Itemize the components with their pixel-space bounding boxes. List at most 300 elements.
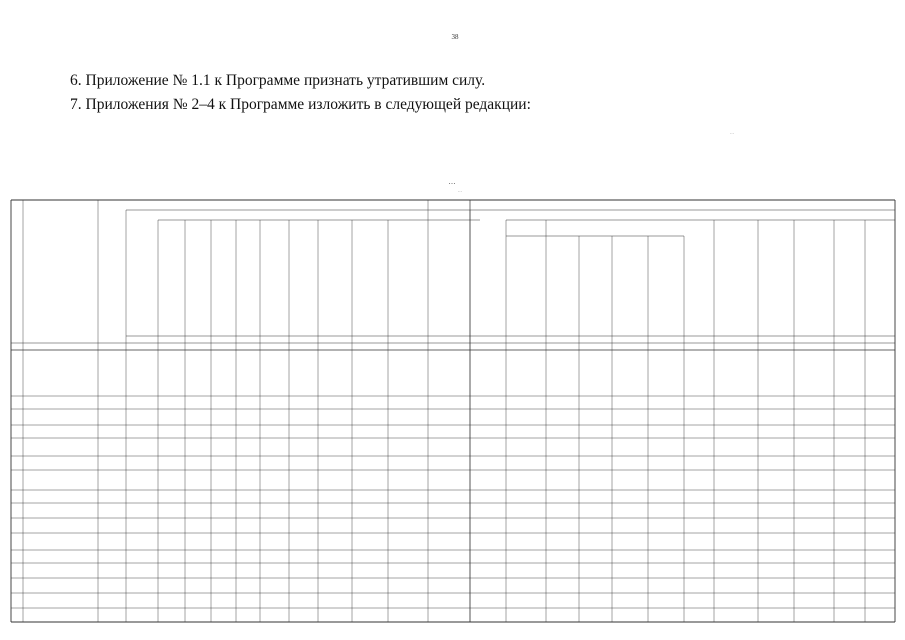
table-cell xyxy=(580,429,611,435)
table-cell xyxy=(99,429,125,435)
table-cell xyxy=(319,508,351,514)
column-header xyxy=(866,238,894,333)
table-cell xyxy=(613,568,647,574)
table-cell xyxy=(127,460,157,466)
table-cell xyxy=(685,444,713,450)
table-cell xyxy=(186,523,210,529)
table-cell xyxy=(261,429,288,435)
unit-label xyxy=(318,337,352,343)
column-number xyxy=(185,344,211,350)
table-cell xyxy=(290,460,317,466)
table-cell xyxy=(237,494,259,500)
table-cell xyxy=(649,460,683,466)
table-cell xyxy=(547,414,578,420)
column-number xyxy=(23,344,98,350)
table-cell xyxy=(212,583,235,589)
table-cell xyxy=(649,568,683,574)
table-cell xyxy=(685,598,713,604)
table-cell xyxy=(471,370,505,376)
row-name xyxy=(25,352,97,395)
table-cell xyxy=(835,444,864,450)
table-cell xyxy=(290,429,317,435)
table-cell xyxy=(127,444,157,450)
table-cell xyxy=(759,568,793,574)
table-cell xyxy=(471,429,505,435)
unit-label xyxy=(185,337,211,343)
table-cell xyxy=(795,539,833,545)
table-cell xyxy=(159,598,184,604)
table-cell xyxy=(212,444,235,450)
table-cell xyxy=(186,477,210,483)
table-cell xyxy=(835,429,864,435)
table-cell xyxy=(212,554,235,560)
amendment-line-6: 6. Приложение № 1.1 к Программе признать утратившим силу. xyxy=(70,72,486,89)
column-number xyxy=(714,344,758,350)
table-cell xyxy=(547,554,578,560)
table-cell xyxy=(507,554,545,560)
table-cell xyxy=(795,460,833,466)
column-header xyxy=(237,238,259,333)
table-cell xyxy=(507,508,545,514)
table-cell xyxy=(649,508,683,514)
unit-label xyxy=(758,337,794,343)
header-row2-right xyxy=(506,211,758,219)
table-cell xyxy=(759,370,793,376)
column-header xyxy=(580,238,611,333)
table-cell xyxy=(159,460,184,466)
table-cell xyxy=(507,539,545,545)
table-cell xyxy=(715,429,757,435)
table-cell xyxy=(99,583,125,589)
column-header xyxy=(212,238,235,333)
table-cell xyxy=(261,554,288,560)
column-header xyxy=(685,238,713,333)
column-header xyxy=(186,238,210,333)
column-number xyxy=(546,344,579,350)
table-cell xyxy=(507,444,545,450)
table-cell xyxy=(261,598,288,604)
table-cell xyxy=(613,460,647,466)
table-cell xyxy=(319,429,351,435)
table-cell xyxy=(353,477,387,483)
table-cell xyxy=(759,494,793,500)
table-cell xyxy=(613,429,647,435)
table-cell xyxy=(389,539,427,545)
table-cell xyxy=(429,429,469,435)
table-cell xyxy=(835,523,864,529)
column-header xyxy=(159,238,184,333)
unit-label xyxy=(289,337,318,343)
table-cell xyxy=(261,539,288,545)
table-cell xyxy=(127,477,157,483)
table-cell xyxy=(866,370,894,376)
table-cell xyxy=(580,400,611,406)
table-cell xyxy=(580,444,611,450)
table-cell xyxy=(389,554,427,560)
column-header xyxy=(290,238,317,333)
table-cell xyxy=(353,370,387,376)
table-cell xyxy=(290,494,317,500)
table-cell xyxy=(715,400,757,406)
row-name xyxy=(25,595,97,607)
table-cell xyxy=(580,568,611,574)
table-cell xyxy=(613,539,647,545)
table-cell xyxy=(319,414,351,420)
table-cell xyxy=(507,414,545,420)
table-cell xyxy=(127,598,157,604)
table-cell xyxy=(290,598,317,604)
table-cell xyxy=(261,508,288,514)
table-cell xyxy=(261,523,288,529)
table-cell xyxy=(212,523,235,529)
table-cell xyxy=(547,508,578,514)
unit-label xyxy=(352,337,388,343)
table-cell xyxy=(99,554,125,560)
table-cell xyxy=(759,400,793,406)
table-cell xyxy=(759,460,793,466)
unit-label xyxy=(23,337,98,343)
table-cell xyxy=(507,583,545,589)
table-cell xyxy=(759,583,793,589)
table-cell xyxy=(759,554,793,560)
table-cell xyxy=(580,523,611,529)
table-cell xyxy=(127,494,157,500)
table-cell xyxy=(866,568,894,574)
table-cell xyxy=(507,429,545,435)
table-cell xyxy=(547,598,578,604)
table-cell xyxy=(127,554,157,560)
column-header xyxy=(835,238,864,333)
table-cell xyxy=(866,554,894,560)
table-cell xyxy=(471,539,505,545)
table-cell xyxy=(835,539,864,545)
table-cell xyxy=(685,508,713,514)
table-cell xyxy=(353,494,387,500)
table-cell xyxy=(290,568,317,574)
table-cell xyxy=(507,568,545,574)
table-cell xyxy=(715,568,757,574)
table-cell xyxy=(186,460,210,466)
table-cell xyxy=(290,400,317,406)
row-number xyxy=(12,552,23,562)
table-cell xyxy=(353,583,387,589)
table-cell xyxy=(186,400,210,406)
row-name xyxy=(25,398,97,408)
table-cell xyxy=(290,523,317,529)
table-cell xyxy=(759,523,793,529)
table-cell xyxy=(186,370,210,376)
table-cell xyxy=(759,477,793,483)
table-cell xyxy=(685,477,713,483)
table-cell xyxy=(99,460,125,466)
table-cell xyxy=(580,460,611,466)
table-cell xyxy=(389,494,427,500)
column-number xyxy=(579,344,612,350)
table-cell xyxy=(127,370,157,376)
row-name xyxy=(25,458,97,469)
table-cell xyxy=(685,583,713,589)
table-cell xyxy=(159,477,184,483)
table-cell xyxy=(319,539,351,545)
row-name xyxy=(25,427,97,437)
table-cell xyxy=(389,568,427,574)
table-cell xyxy=(186,508,210,514)
table-cell xyxy=(261,494,288,500)
table-cell xyxy=(237,477,259,483)
table-cell xyxy=(290,539,317,545)
table-cell xyxy=(866,429,894,435)
table-cell xyxy=(471,494,505,500)
unit-label xyxy=(126,337,158,343)
table-cell xyxy=(613,444,647,450)
table-cell xyxy=(237,523,259,529)
table-cell xyxy=(507,460,545,466)
table-cell xyxy=(795,370,833,376)
unit-label xyxy=(211,337,236,343)
table-cell xyxy=(186,598,210,604)
table-cell xyxy=(613,414,647,420)
table-cell xyxy=(613,477,647,483)
table-cell xyxy=(389,583,427,589)
column-number xyxy=(11,344,23,350)
table-cell xyxy=(795,568,833,574)
table-cell xyxy=(795,523,833,529)
table-cell xyxy=(429,400,469,406)
column-header xyxy=(127,238,157,333)
column-number xyxy=(260,344,289,350)
table-cell xyxy=(685,554,713,560)
table-cell xyxy=(649,554,683,560)
table-cell xyxy=(261,477,288,483)
table-cell xyxy=(353,508,387,514)
table-cell xyxy=(237,568,259,574)
table-cell xyxy=(389,477,427,483)
table-cell xyxy=(429,414,469,420)
table-cell xyxy=(759,414,793,420)
table-cell xyxy=(759,598,793,604)
table-cell xyxy=(835,508,864,514)
table-cell xyxy=(159,370,184,376)
table-cell xyxy=(159,414,184,420)
table-cell xyxy=(429,477,469,483)
table-cell xyxy=(580,494,611,500)
table-cell xyxy=(715,598,757,604)
row-name xyxy=(25,520,97,532)
table-cell xyxy=(759,429,793,435)
annex-note: … xyxy=(730,130,734,135)
table-cell xyxy=(237,539,259,545)
table-cell xyxy=(795,414,833,420)
table-cell xyxy=(127,414,157,420)
column-number xyxy=(318,344,352,350)
table-cell xyxy=(159,523,184,529)
column-header xyxy=(99,238,125,333)
table-cell xyxy=(237,583,259,589)
table-cell xyxy=(186,429,210,435)
table-cell xyxy=(429,460,469,466)
table-cell xyxy=(99,414,125,420)
table-cell xyxy=(866,523,894,529)
table-cell xyxy=(507,598,545,604)
table-cell xyxy=(429,444,469,450)
table-cell xyxy=(795,508,833,514)
table-cell xyxy=(237,598,259,604)
row-number xyxy=(12,580,23,592)
table-cell xyxy=(471,444,505,450)
table-cell xyxy=(212,568,235,574)
table-cell xyxy=(261,460,288,466)
table-cell xyxy=(685,429,713,435)
table-cell xyxy=(580,414,611,420)
table-cell xyxy=(835,568,864,574)
table-cell xyxy=(685,539,713,545)
table-cell xyxy=(353,400,387,406)
unit-label xyxy=(470,337,506,343)
table-cell xyxy=(261,370,288,376)
table-cell xyxy=(127,583,157,589)
table-cell xyxy=(127,508,157,514)
table-cell xyxy=(159,539,184,545)
table-cell xyxy=(290,477,317,483)
table-cell xyxy=(835,494,864,500)
table-cell xyxy=(580,539,611,545)
table-cell xyxy=(237,400,259,406)
table-cell xyxy=(261,444,288,450)
table-cell xyxy=(471,400,505,406)
table-cell xyxy=(649,444,683,450)
unit-label xyxy=(865,337,895,343)
table-cell xyxy=(649,583,683,589)
table-cell xyxy=(507,400,545,406)
table-cell xyxy=(580,477,611,483)
table-cell xyxy=(319,444,351,450)
table-cell xyxy=(212,400,235,406)
table-cell xyxy=(186,444,210,450)
table-cell xyxy=(649,523,683,529)
table-cell xyxy=(261,568,288,574)
unit-label xyxy=(388,337,428,343)
table-cell xyxy=(290,414,317,420)
table-cell xyxy=(353,523,387,529)
table-cell xyxy=(835,583,864,589)
row-number xyxy=(12,427,23,437)
table-cell xyxy=(429,568,469,574)
table-cell xyxy=(127,539,157,545)
table-cell xyxy=(159,444,184,450)
table-cell xyxy=(290,583,317,589)
table-cell xyxy=(759,539,793,545)
column-header xyxy=(649,238,683,333)
table-cell xyxy=(186,568,210,574)
table-cell xyxy=(159,508,184,514)
header-group-left xyxy=(126,201,470,209)
table-cell xyxy=(613,583,647,589)
table-cell xyxy=(613,400,647,406)
table-cell xyxy=(389,508,427,514)
table-cell xyxy=(99,477,125,483)
plan-title: … xyxy=(448,178,457,186)
column-number xyxy=(126,344,158,350)
table-cell xyxy=(159,583,184,589)
table-cell xyxy=(159,494,184,500)
table-cell xyxy=(795,583,833,589)
table-cell xyxy=(99,568,125,574)
table-cell xyxy=(547,370,578,376)
table-cell xyxy=(186,494,210,500)
table-cell xyxy=(212,477,235,483)
table-cell xyxy=(795,444,833,450)
column-header xyxy=(795,238,833,333)
column-number xyxy=(98,344,126,350)
table-cell xyxy=(759,444,793,450)
table-cell xyxy=(127,523,157,529)
table-cell xyxy=(389,523,427,529)
table-cell xyxy=(866,460,894,466)
column-number xyxy=(388,344,428,350)
table-cell xyxy=(649,429,683,435)
column-number xyxy=(428,344,470,350)
row-name xyxy=(25,552,97,562)
table-cell xyxy=(353,444,387,450)
table-cell xyxy=(866,444,894,450)
table-cell xyxy=(685,460,713,466)
table-cell xyxy=(835,414,864,420)
table-cell xyxy=(429,523,469,529)
column-header xyxy=(471,238,505,333)
header-municipality xyxy=(24,255,96,285)
unit-label xyxy=(579,337,612,343)
table-cell xyxy=(389,444,427,450)
table-cell xyxy=(835,554,864,560)
table-cell xyxy=(547,477,578,483)
table-cell xyxy=(159,429,184,435)
table-cell xyxy=(237,370,259,376)
table-cell xyxy=(715,444,757,450)
table-cell xyxy=(471,523,505,529)
unit-label xyxy=(236,337,260,343)
table-cell xyxy=(212,598,235,604)
table-cell xyxy=(319,370,351,376)
table-cell xyxy=(547,568,578,574)
table-cell xyxy=(389,400,427,406)
table-cell xyxy=(547,460,578,466)
table-cell xyxy=(613,508,647,514)
column-number xyxy=(506,344,546,350)
table-cell xyxy=(547,583,578,589)
unit-label xyxy=(714,337,758,343)
column-number xyxy=(758,344,794,350)
column-number xyxy=(794,344,834,350)
table-cell xyxy=(429,370,469,376)
column-number xyxy=(612,344,648,350)
table-cell xyxy=(547,523,578,529)
table-cell xyxy=(127,429,157,435)
table-cell xyxy=(127,568,157,574)
table-cell xyxy=(237,429,259,435)
row-number xyxy=(12,535,23,549)
plan-subtitle: … xyxy=(457,188,463,193)
row-name xyxy=(25,580,97,592)
table-cell xyxy=(685,414,713,420)
table-cell xyxy=(290,508,317,514)
row-name xyxy=(25,411,97,424)
table-cell xyxy=(866,414,894,420)
table-cell xyxy=(866,598,894,604)
table-cell xyxy=(613,554,647,560)
column-header xyxy=(319,238,351,333)
table-cell xyxy=(866,494,894,500)
table-cell xyxy=(353,460,387,466)
